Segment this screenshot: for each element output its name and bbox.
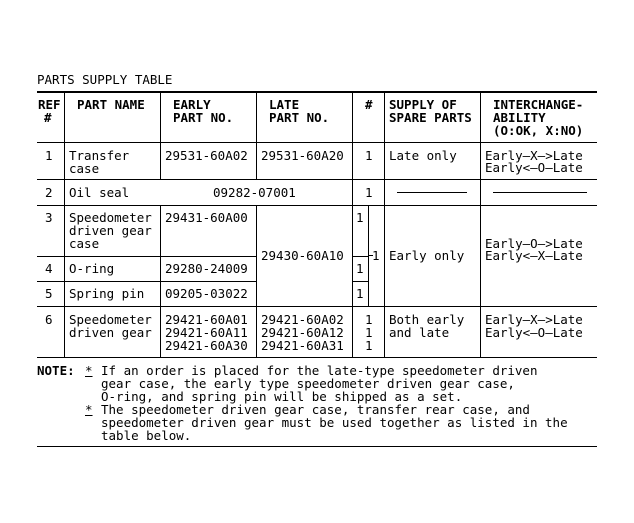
row-3-qty-bottom-border [352,256,368,257]
row-4-bottom-border [37,281,256,282]
row-1-interchange-2: Early<—O—Late [485,160,583,175]
row-3-ref: 3 [45,210,53,225]
row-6-name-2: driven gear [69,325,152,340]
note-bottom-border [37,446,597,447]
row-3-name-3: case [69,236,100,251]
row-6-late-2: 29421-60A12 [261,325,344,340]
header-late-2: PART NO. [269,110,330,125]
table-title: PARTS SUPPLY TABLE [37,72,173,87]
header-late-1: LATE [269,97,300,112]
row-6-bottom-border [37,357,597,358]
row-6-interchange-2: Early<—O—Late [485,325,583,340]
row-6-qty-1: 1 [365,312,373,327]
row-3-name-2: driven gear [69,223,152,238]
row-6-early-2: 29421-60A11 [165,325,248,340]
row-6-late-1: 29421-60A02 [261,312,344,327]
row-2-qty: 1 [365,185,373,200]
header-early-2: PART NO. [173,110,234,125]
group-interchange-2: Early<—X—Late [485,248,583,263]
col-divider-name-lower [160,205,161,357]
col-divider-ref [64,91,65,357]
row-1-supply: Late only [389,148,457,163]
header-interchange-1: INTERCHANGE- [493,97,584,112]
row-4-name: O-ring [69,261,115,276]
row-3-early: 29431-60A00 [165,210,248,225]
header-supply-1: SUPPLY OF [389,97,457,112]
note-2-line-1: The speedometer driven gear case, transfer rear case, and [101,402,530,417]
header-bottom-border [37,142,597,143]
row-5-name: Spring pin [69,286,145,301]
row-5-qty: 1 [356,286,364,301]
group-interchange-1: Early—O—>Late [485,236,583,251]
row-4-ref: 4 [45,261,53,276]
note-1-line-3: O-ring, and spring pin will be shipped as a set. [101,389,463,404]
header-early-1: EARLY [173,97,211,112]
row-4-qty-bottom-border [352,281,368,282]
row-2-bottom-border [37,205,597,206]
row-5-early: 09205-03022 [165,286,248,301]
row-6-interchange-1: Early—X—>Late [485,312,583,327]
col-divider-early-lower [256,205,257,357]
col-divider-supply [480,91,481,357]
note-2-line-2: speedometer driven gear must be used together as listed in the [101,415,568,430]
row-1-ref: 1 [45,148,53,163]
row-2-common-part-no: 09282-07001 [213,185,296,200]
row-2-name: Oil seal [69,185,130,200]
col-divider-early [256,91,257,180]
group-supply: Early only [389,248,465,263]
row-6-supply-2: and late [389,325,450,340]
col-divider-late [352,91,353,357]
note-2-line-3: table below. [101,428,192,443]
row-1-name-2: case [69,161,100,176]
row-5-ref: 5 [45,286,53,301]
row-1-early: 29531-60A02 [165,148,248,163]
col-divider-qty [384,91,385,357]
row-3-name-1: Speedometer [69,210,152,225]
note-1-line-1: If an order is placed for the late-type speedometer driven [101,363,538,378]
row-1-bottom-border [37,179,597,180]
row-6-early-3: 29421-60A30 [165,338,248,353]
row-4-qty: 1 [356,261,364,276]
header-qty: # [365,97,373,112]
group-late-part-no: 29430-60A10 [261,248,344,263]
header-part-name: PART NAME [77,97,145,112]
row-1-name-1: Transfer [69,148,130,163]
header-interchange-2: ABILITY [493,110,546,125]
note-1-marker: * [85,363,93,378]
row-5-bottom-border [37,306,597,307]
header-supply-2: SPARE PARTS [389,110,472,125]
col-divider-qty-inner [368,206,369,306]
row-4-early: 29280-24009 [165,261,248,276]
header-ref-hash: # [44,110,52,125]
row-3-qty: 1 [356,210,364,225]
row-6-ref: 6 [45,312,53,327]
row-6-supply-1: Both early [389,312,465,327]
header-ref: REF [38,97,61,112]
row-2-interchange-dash [493,192,587,193]
row-6-early-1: 29421-60A01 [165,312,248,327]
row-6-late-3: 29421-60A31 [261,338,344,353]
row-2-supply-dash [397,192,467,193]
row-2-ref: 2 [45,185,53,200]
table-top-border [37,91,597,93]
col-divider-name [160,91,161,180]
group-qty-total: 1 [372,248,380,263]
row-3-bottom-border [37,256,256,257]
row-1-late: 29531-60A20 [261,148,344,163]
note-1-line-2: gear case, the early type speedometer driven gear case, [101,376,515,391]
row-1-qty: 1 [365,148,373,163]
row-6-qty-2: 1 [365,325,373,340]
row-1-interchange-1: Early—X—>Late [485,148,583,163]
note-label: NOTE: [37,363,75,378]
header-interchange-3: (O:OK, X:NO) [493,123,584,138]
row-6-name-1: Speedometer [69,312,152,327]
note-2-marker: * [85,402,93,417]
row-6-qty-3: 1 [365,338,373,353]
